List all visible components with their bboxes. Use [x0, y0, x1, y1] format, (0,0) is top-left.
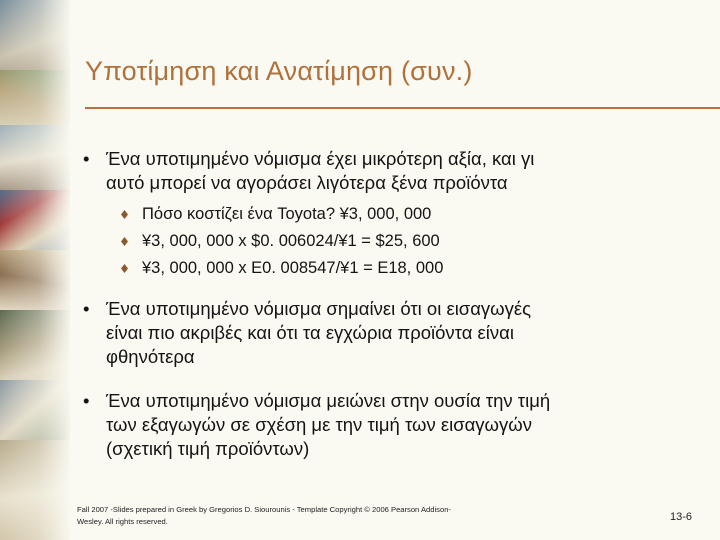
bullet-text-line: φθηνότερα	[106, 346, 195, 367]
sub-bullet-text: Πόσο κοστίζει ένα Toyota? ¥3, 000, 000	[142, 205, 432, 223]
bullet-text-line: Ένα υποτιμημένο νόμισμα μειώνει στην ουσία την τιμή	[106, 390, 551, 411]
bullet-text-line: αυτό μπορεί να αγοράσει λιγότερα ξένα προϊόντα	[106, 172, 508, 193]
bullet-item	[83, 297, 531, 369]
sub-bullet-item	[121, 258, 443, 278]
diamond-bullet-icon	[121, 210, 128, 219]
photo-collage-strip	[0, 0, 70, 540]
diamond-bullet-icon	[121, 264, 128, 273]
sub-bullet-item	[121, 204, 431, 224]
title-divider	[85, 107, 720, 109]
bullet-dot-icon: •	[83, 298, 90, 319]
slide-title: Υποτίμηση και Ανατίμηση (συν.)	[85, 56, 473, 86]
sub-bullet-text: ¥3, 000, 000 x E0. 008547/¥1 = E18, 000	[142, 259, 444, 277]
sub-bullet-item	[121, 231, 440, 251]
bullet-dot-icon: •	[83, 148, 90, 169]
bullet-dot-icon: •	[83, 390, 90, 411]
copyright-footer	[77, 504, 451, 528]
diamond-bullet-icon	[121, 237, 128, 246]
bullet-item	[83, 147, 534, 195]
bullet-text-line: των εξαγωγών σε σχέση με την τιμή των εισαγωγών	[106, 414, 532, 435]
footer-line: Wesley. All rights reserved.	[77, 517, 168, 526]
sub-bullet-text: ¥3, 000, 000 x $0. 006024/¥1 = $25, 600	[142, 232, 440, 250]
bullet-text-line: Ένα υποτιμημένο νόμισμα έχει μικρότερη αξία, και γι	[106, 148, 535, 169]
bullet-text-line: Ένα υποτιμημένο νόμισμα σημαίνει ότι οι εισαγωγές	[106, 298, 532, 319]
page-number: 13-6	[670, 511, 693, 523]
bullet-item	[83, 389, 550, 461]
footer-line: Fall 2007 -Slides prepared in Greek by Gregorios D. Siourounis - Template Copyright © 2006 Pearson Addison-	[77, 505, 451, 514]
bullet-text-line: είναι πιο ακριβές και ότι τα εγχώρια προϊόντα είναι	[106, 322, 514, 343]
bullet-text-line: (σχετική τιμή προϊόντων)	[106, 438, 310, 459]
